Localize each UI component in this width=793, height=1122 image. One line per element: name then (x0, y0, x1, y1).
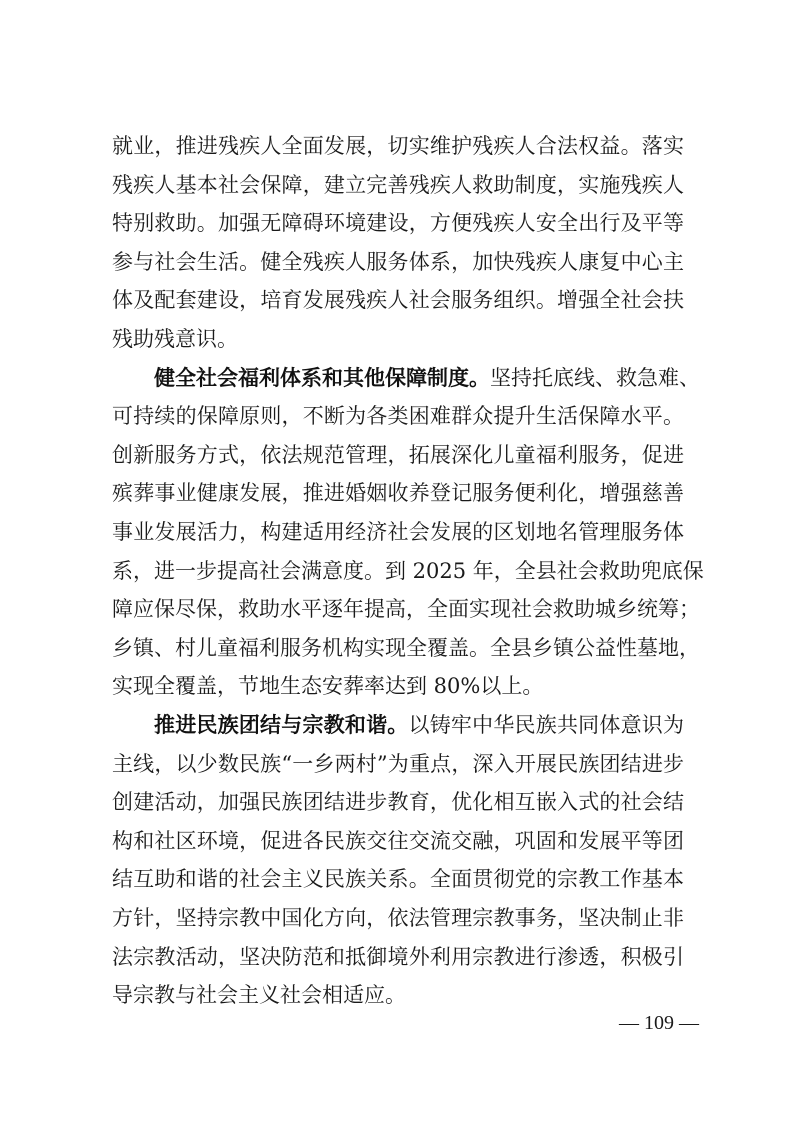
paragraph-line: 结互助和谐的社会主义民族关系。全面贯彻党的宗教工作基本 (112, 867, 684, 892)
paragraph-line: 就业，推进残疾人全面发展，切实维护残疾人合法权益。落实 (112, 134, 684, 158)
paragraph-line: 殡葬事业健康发展，推进婚姻收养登记服务便利化，增强慈善 (112, 481, 684, 506)
paragraph-line: 特别救助。加强无障碍环境建设，方便残疾人安全出行及平等 (112, 211, 684, 236)
paragraph-line: 实现全覆盖，节地生态安葬率达到 80%以上。 (112, 674, 544, 699)
paragraph-line: 参与社会生活。健全残疾人服务体系，加快残疾人康复中心主 (112, 249, 684, 274)
paragraph-line: 方针，坚持宗教中国化方向，依法管理宗教事务，坚决制止非 (112, 906, 684, 930)
paragraph-line: 导宗教与社会主义社会相适应。 (112, 983, 406, 1008)
paragraph-line: 可持续的保障原则，不断为各类困难群众提升生活保障水平。 (112, 404, 684, 429)
paragraph-line: 创建活动，加强民族团结进步教育，优化相互嵌入式的社会结 (112, 790, 684, 815)
paragraph-text: 以铸牢中华民族共同体意识为 (408, 713, 684, 737)
paragraph-line: 乡镇、村儿童福利服务机构实现全覆盖。全县乡镇公益性墓地， (112, 635, 700, 660)
paragraph-line: 系，进一步提高社会满意度。到 2025 年，全县社会救助兜底保 (112, 558, 704, 583)
page-number: — 109 — (619, 1012, 699, 1034)
paragraph-line: 障应保尽保，救助水平逐年提高，全面实现社会救助城乡统筹； (112, 597, 700, 622)
paragraph-line: 体及配套建设，培育发展残疾人社会服务组织。增强全社会扶 (112, 288, 684, 313)
paragraph-heading: 健全社会福利体系和其他保障制度。 (154, 365, 490, 390)
paragraph-first-line (154, 706, 684, 744)
paragraph-line: 残疾人基本社会保障，建立完善残疾人救助制度，实施残疾人 (112, 172, 684, 197)
paragraph-line: 事业发展活力，构建适用经济社会发展的区划地名管理服务体 (112, 520, 684, 544)
paragraph-first-line (154, 359, 700, 397)
paragraph-heading: 推进民族团结与宗教和谐。 (154, 713, 409, 737)
paragraph-line: 构和社区环境，促进各民族交往交流交融，巩固和发展平等团 (112, 828, 684, 853)
paragraph-line: 残助残意识。 (112, 327, 238, 351)
paragraph-text: 坚持托底线、救急难、 (490, 365, 700, 390)
paragraph-line: 创新服务方式，依法规范管理，拓展深化儿童福利服务，促进 (112, 442, 684, 467)
paragraph-line: 法宗教活动，坚决防范和抵御境外利用宗教进行渗透，积极引 (112, 944, 684, 969)
paragraph-line: 主线，以少数民族“一乡两村”为重点，深入开展民族团结进步 (112, 751, 684, 776)
